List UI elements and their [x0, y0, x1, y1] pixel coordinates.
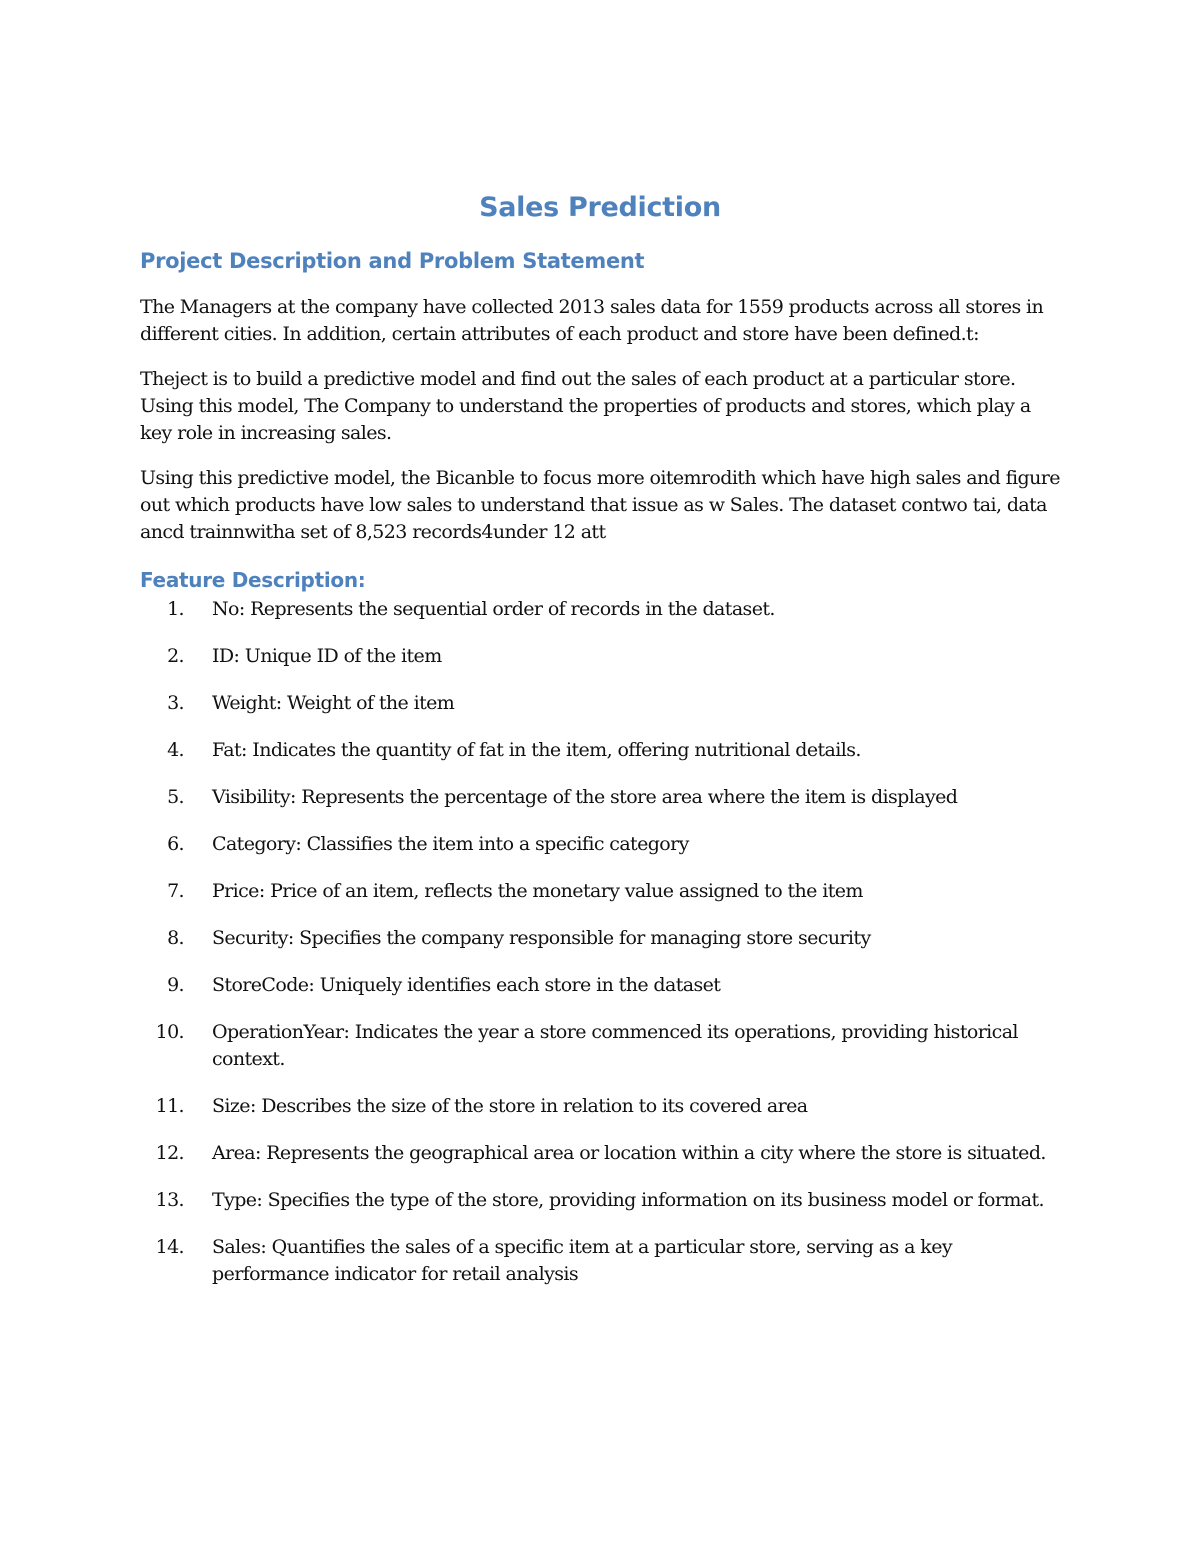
feature-text: Visibility: Represents the percentage of the store area where the item is displayed — [212, 786, 958, 808]
feature-list — [140, 596, 1060, 1288]
feature-item — [140, 925, 1060, 952]
feature-number: 10. — [155, 1021, 184, 1043]
feature-number: 11. — [155, 1095, 184, 1117]
feature-number: 6. — [167, 833, 184, 855]
feature-item — [140, 831, 1060, 858]
feature-text: ID: Unique ID of the item — [212, 645, 442, 667]
feature-item — [140, 690, 1060, 717]
feature-text: Sales: Quantifies the sales of a specific item at a particular store, serving as a key performance indicator for retail analysis — [212, 1236, 952, 1285]
feature-text: Weight: Weight of the item — [212, 692, 455, 714]
feature-item — [140, 1234, 1060, 1288]
feature-item — [140, 1140, 1060, 1167]
feature-item — [140, 1019, 1060, 1073]
feature-number: 14. — [155, 1236, 184, 1258]
feature-number: 13. — [155, 1189, 184, 1211]
feature-text: No: Represents the sequential order of records in the dataset. — [212, 598, 775, 620]
feature-item — [140, 878, 1060, 905]
feature-number: 9. — [167, 974, 184, 996]
feature-item — [140, 643, 1060, 670]
feature-number: 3. — [167, 692, 184, 714]
feature-heading: Feature Description: — [140, 568, 366, 592]
feature-item — [140, 596, 1060, 623]
feature-text: StoreCode: Uniquely identifies each store in the dataset — [212, 974, 721, 996]
feature-text: Area: Represents the geographical area or location within a city where the store is situated. — [212, 1142, 1046, 1164]
paragraph-3: Using this predictive model, the Bicanble to focus more oitemrodith which have high sales and figure out which products have low sales to understand that issue as w Sales. The dataset contwo tai, data ancd trainnwitha set of 8,523 records4under 12 att — [140, 467, 1060, 543]
feature-number: 1. — [167, 598, 184, 620]
feature-text: Type: Specifies the type of the store, providing information on its business model or format. — [212, 1189, 1044, 1211]
feature-text: Security: Specifies the company responsible for managing store security — [212, 927, 871, 949]
feature-item — [140, 1093, 1060, 1120]
feature-number: 7. — [167, 880, 184, 902]
feature-text: Price: Price of an item, reflects the monetary value assigned to the item — [212, 880, 863, 902]
feature-item — [140, 784, 1060, 811]
feature-text: Size: Describes the size of the store in relation to its covered area — [212, 1095, 808, 1117]
paragraph-1: The Managers at the company have collected 2013 sales data for 1559 products across all stores in different cities. In addition, certain attributes of each product and store have been defined.t: — [140, 296, 1044, 345]
feature-number: 5. — [167, 786, 184, 808]
feature-text: Fat: Indicates the quantity of fat in the item, offering nutritional details. — [212, 739, 861, 761]
feature-item — [140, 1187, 1060, 1214]
paragraph-2: Theject is to build a predictive model and find out the sales of each product at a particular store. Using this model, The Company to understand the properties of products and stores, which play a key role in increasing sales. — [140, 368, 1031, 444]
feature-number: 4. — [167, 739, 184, 761]
section-heading: Project Description and Problem Statement — [140, 249, 645, 273]
feature-text: Category: Classifies the item into a specific category — [212, 833, 689, 855]
feature-item — [140, 972, 1060, 999]
document-title: Sales Prediction — [479, 192, 721, 223]
feature-number: 2. — [167, 645, 184, 667]
feature-number: 12. — [155, 1142, 184, 1164]
feature-number: 8. — [167, 927, 184, 949]
feature-text: OperationYear: Indicates the year a store commenced its operations, providing historical context. — [212, 1021, 1018, 1070]
document-content — [140, 188, 1060, 1308]
feature-item — [140, 737, 1060, 764]
